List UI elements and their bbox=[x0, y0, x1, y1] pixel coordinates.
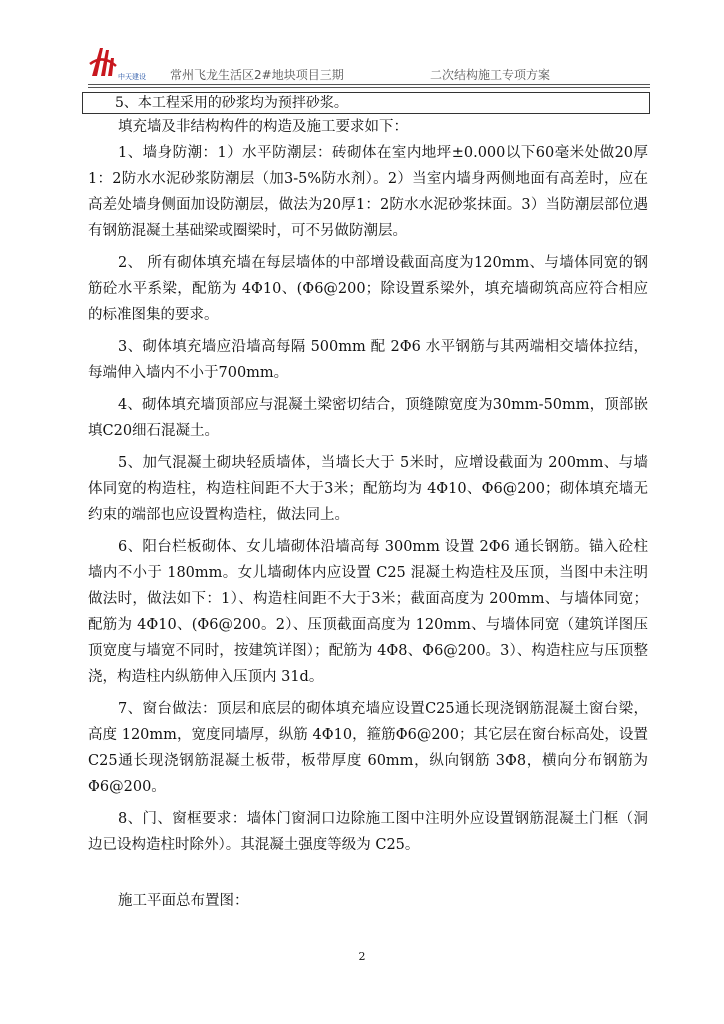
logo-text: 中天建设 bbox=[118, 73, 146, 81]
project-title: 常州飞龙生活区2#地块项目三期 bbox=[170, 68, 344, 82]
logo-emblem-icon bbox=[88, 44, 118, 78]
item-8-door-window-frame: 8、门、窗框要求：墙体门窗洞口边除施工图中注明外应设置钢筋混凝土门框（洞边已设构造柱时除外）。其混凝土强度等级为 C25。 bbox=[88, 811, 648, 853]
boxed-note: 5、本工程采用的砂浆均为预拌砂浆。 bbox=[82, 92, 650, 114]
item-7-window-sill: 7、窗台做法：顶层和底层的砌体填充墙应设置C25通长现浇钢筋混凝土窗台梁，高度 120mm，宽度同墙厚，纵筋 4Φ10，箍筋Φ6@200；其它层在窗台标高处，设置 C25通长现浇钢筋混凝土板带，板带厚度 60mm，纵向钢筋 3Φ8，横向分布钢筋为Φ6@200。 bbox=[88, 701, 648, 795]
item-2-tie-beam: 2、 所有砌体填充墙在每层墙体的中部增设截面高度为120mm、与墙体同宽的钢筋砼水平系梁，配筋为 4Φ10、(Φ6@200；除设置系梁外，填充墙砌筑高应符合相应的标准图集的要求。 bbox=[88, 255, 648, 323]
page-number: 2 bbox=[358, 950, 366, 963]
item-5-aerated-block: 5、加气混凝土砌块轻质墙体，当墙长大于 5米时，应增设截面为 200mm、与墙体同宽的构造柱，构造柱间距不大于3米；配筋均为 4Φ10、Φ6@200；砌体填充墙无约束的端部也应设置构造柱，做法同上。 bbox=[88, 455, 648, 523]
page-header bbox=[88, 32, 650, 88]
company-logo bbox=[88, 44, 168, 84]
intro-paragraph: 填充墙及非结构构件的构造及施工要求如下： bbox=[118, 119, 408, 135]
item-4-wall-top: 4、砌体填充墙顶部应与混凝土梁密切结合，顶缝隙宽度为30mm-50mm，顶部嵌填C20细石混凝土。 bbox=[88, 397, 648, 439]
header-rule-thin bbox=[88, 87, 650, 88]
document-title: 二次结构施工专项方案 bbox=[429, 68, 550, 82]
site-plan-label: 施工平面总布置图： bbox=[118, 893, 249, 909]
header-rule bbox=[88, 84, 650, 85]
item-6-parapet: 6、阳台栏板砌体、女儿墙砌体沿墙高每 300mm 设置 2Φ6 通长钢筋。锚入砼柱墙内不小于 180mm。女儿墙砌体内应设置 C25 混凝土构造柱及压顶，当图中未注明做法时，做法如下：1）、构造柱间距不大于3米；截面高度为 200mm、与墙体同宽；配筋为 4Φ10、(Φ6@200。2）、压顶截面高度为 120mm、与墙体同宽（建筑详图压顶宽度与墙宽不同时，按建筑详图）；配筋为 4Φ8、Φ6@200。3）、构造柱应与压顶整浇，构造柱内纵筋伸入压顶内 31d。 bbox=[88, 539, 648, 685]
item-1-damp-proofing: 1、墙身防潮：1）水平防潮层：砖砌体在室内地坪±0.000以下60毫米处做20厚1：2防水水泥砂浆防潮层（加3-5%防水剂）。2）当室内墙身两侧地面有高差时，应在高差处墙身侧面加设防潮层，做法为20厚1：2防水水泥砂浆抹面。3）当防潮层部位遇有钢筋混凝土基础梁或圈梁时，可不另做防潮层。 bbox=[88, 145, 648, 239]
body-text bbox=[88, 114, 648, 914]
item-3-horizontal-rebar: 3、砌体填充墙应沿墙高每隔 500mm 配 2Φ6 水平钢筋与其两端相交墙体拉结，每端伸入墙内不小于700mm。 bbox=[88, 339, 648, 381]
